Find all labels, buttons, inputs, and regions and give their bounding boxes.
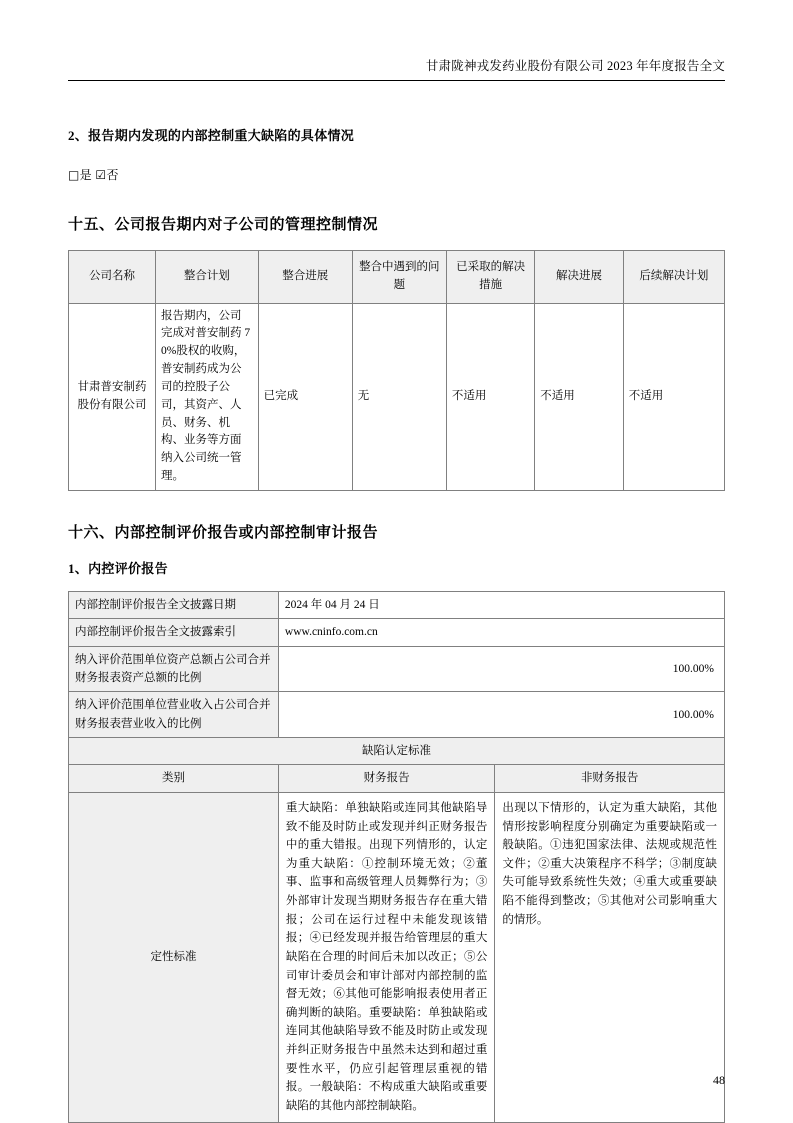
table-row xyxy=(69,303,725,490)
subsidiary-control-table xyxy=(68,250,725,491)
heading-internal-control-report: 十六、内部控制评价报告或内部控制审计报告 xyxy=(68,524,379,541)
column-header-problem: 整合中遇到的问题 xyxy=(352,251,446,304)
column-header-nonfinancial-report: 非财务报告 xyxy=(495,765,725,792)
table-row xyxy=(69,692,725,738)
heading-defect-details: 2、报告期内发现的内部控制重大缺陷的具体情况 xyxy=(68,128,355,143)
column-header-plan: 整合计划 xyxy=(155,251,258,304)
internal-control-evaluation-table xyxy=(68,591,725,1123)
heading-subsidiary-control: 十五、公司报告期内对子公司的管理控制情况 xyxy=(68,217,379,233)
cell-value-disclosure-date: 2024 年 04 月 24 日 xyxy=(278,591,724,618)
column-header-progress: 整合进展 xyxy=(258,251,352,304)
column-header-financial-report: 财务报告 xyxy=(278,765,494,792)
defect-choice-row xyxy=(68,166,725,183)
heading-internal-evaluation-report: 1、内控评价报告 xyxy=(68,560,168,576)
table-header-row xyxy=(69,765,725,792)
cell-value-revenue-ratio: 100.00% xyxy=(278,692,724,738)
table-row xyxy=(69,619,725,646)
cell-label-qualitative-standard: 定性标准 xyxy=(69,792,279,1122)
column-header-solve-progress: 解决进展 xyxy=(535,251,623,304)
cell-label-disclosure-date: 内部控制评价报告全文披露日期 xyxy=(69,591,279,618)
header-divider xyxy=(68,80,725,81)
cell-label-disclosure-index: 内部控制评价报告全文披露索引 xyxy=(69,619,279,646)
column-header-measure: 已采取的解决措施 xyxy=(446,251,534,304)
cell-label-asset-ratio: 纳入评价范围单位资产总额占公司合并财务报表资产总额的比例 xyxy=(69,646,279,692)
cell-measure: 不适用 xyxy=(446,303,534,490)
page-header-text: 甘肃陇神戎发药业股份有限公司 2023 年年度报告全文 xyxy=(425,59,725,73)
cell-integration-progress: 已完成 xyxy=(258,303,352,490)
cell-label-revenue-ratio: 纳入评价范围单位营业收入占公司合并财务报表营业收入的比例 xyxy=(69,692,279,738)
table-header-row xyxy=(69,251,725,304)
page-number: 48 xyxy=(713,1073,725,1087)
column-header-follow-up: 后续解决计划 xyxy=(623,251,724,304)
column-header-category: 类别 xyxy=(69,765,279,792)
cell-value-disclosure-index: www.cninfo.com.cn xyxy=(278,619,724,646)
cell-qualitative-nonfinancial: 出现以下情形的，认定为重大缺陷，其他情形按影响程度分别确定为重要缺陷或一般缺陷。①违犯国家法律、法规或规范性文件；②重大决策程序不科学；③制度缺失可能导致系统性失效；④重大或重要缺陷不能得到整改；⑤其他对公司影响重大的情形。 xyxy=(495,792,725,1122)
cell-solve-progress: 不适用 xyxy=(535,303,623,490)
table-row xyxy=(69,792,725,1122)
table-row xyxy=(69,591,725,618)
checkbox-yes[interactable]: □是 xyxy=(68,168,92,182)
checkbox-no[interactable]: ☑否 xyxy=(95,168,119,182)
column-header-company: 公司名称 xyxy=(69,251,156,304)
table-row xyxy=(69,738,725,765)
cell-company-name: 甘肃普安制药股份有限公司 xyxy=(69,303,156,490)
cell-band-defect-criteria: 缺陷认定标准 xyxy=(69,738,725,765)
cell-integration-plan: 报告期内，公司完成对普安制药 70%股权的收购，普安制药成为公司的控股子公司，其资产、人员、财务、机构、业务等方面纳入公司统一管理。 xyxy=(155,303,258,490)
cell-value-asset-ratio: 100.00% xyxy=(278,646,724,692)
cell-problem: 无 xyxy=(352,303,446,490)
cell-qualitative-financial: 重大缺陷：单独缺陷或连同其他缺陷导致不能及时防止或发现并纠正财务报告中的重大错报。出现下列情形的，认定为重大缺陷：①控制环境无效；②董事、监事和高级管理人员舞弊行为；③外部审计发现当期财务报告存在重大错报；公司在运行过程中未能发现该错报；④已经发现并报告给管理层的重大缺陷在合理的时间后未加以改正；⑤公司审计委员会和审计部对内部控制的监督无效；⑥其他可能影响报表使用者正确判断的缺陷。重要缺陷：单独缺陷或连同其他缺陷导致不能及时防止或发现并纠正财务报告中虽然未达到和超过重要性水平，仍应引起管理层重视的错报。一般缺陷：不构成重大缺陷或重要缺陷的其他内部控制缺陷。 xyxy=(278,792,494,1122)
cell-follow-up: 不适用 xyxy=(623,303,724,490)
table-row xyxy=(69,646,725,692)
